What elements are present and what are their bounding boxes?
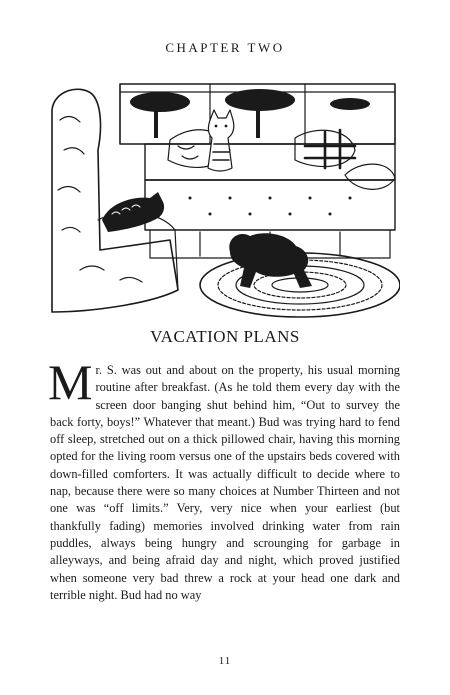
- page-number: 11: [218, 655, 232, 667]
- drop-cap: M: [48, 354, 93, 410]
- body-paragraph: r. S. was out and about on the property, his usual morning routine after breakfast. (As he told them every day with the screen door banging shut behind him, “Out to survey the back forty, boys!” Whatever that meant.) Bud was trying hard to fend off sleep, stretched out on a thick pillowed chair, having this morning opted for the living room versus one of the upstairs beds covered with down-filled comforters. It was actually difficult to decide where to nap, because there were so many choices at Number Thirteen and not one was “off limits.” Very, very nice when your earliest (but thankfully fading) memories involved drinking water from rain puddles, always being hungry and scrounging for garbage in alleyways, and being afraid day and night, which proved justified when someone very bad threw a rock at your head one dark and terrible night. Bud had no way: [50, 363, 400, 602]
- living-room-illustration: [50, 80, 400, 320]
- body-text: [48, 354, 400, 604]
- chapter-heading: CHAPTER TWO: [165, 40, 285, 55]
- section-title: VACATION PLANS: [150, 327, 300, 346]
